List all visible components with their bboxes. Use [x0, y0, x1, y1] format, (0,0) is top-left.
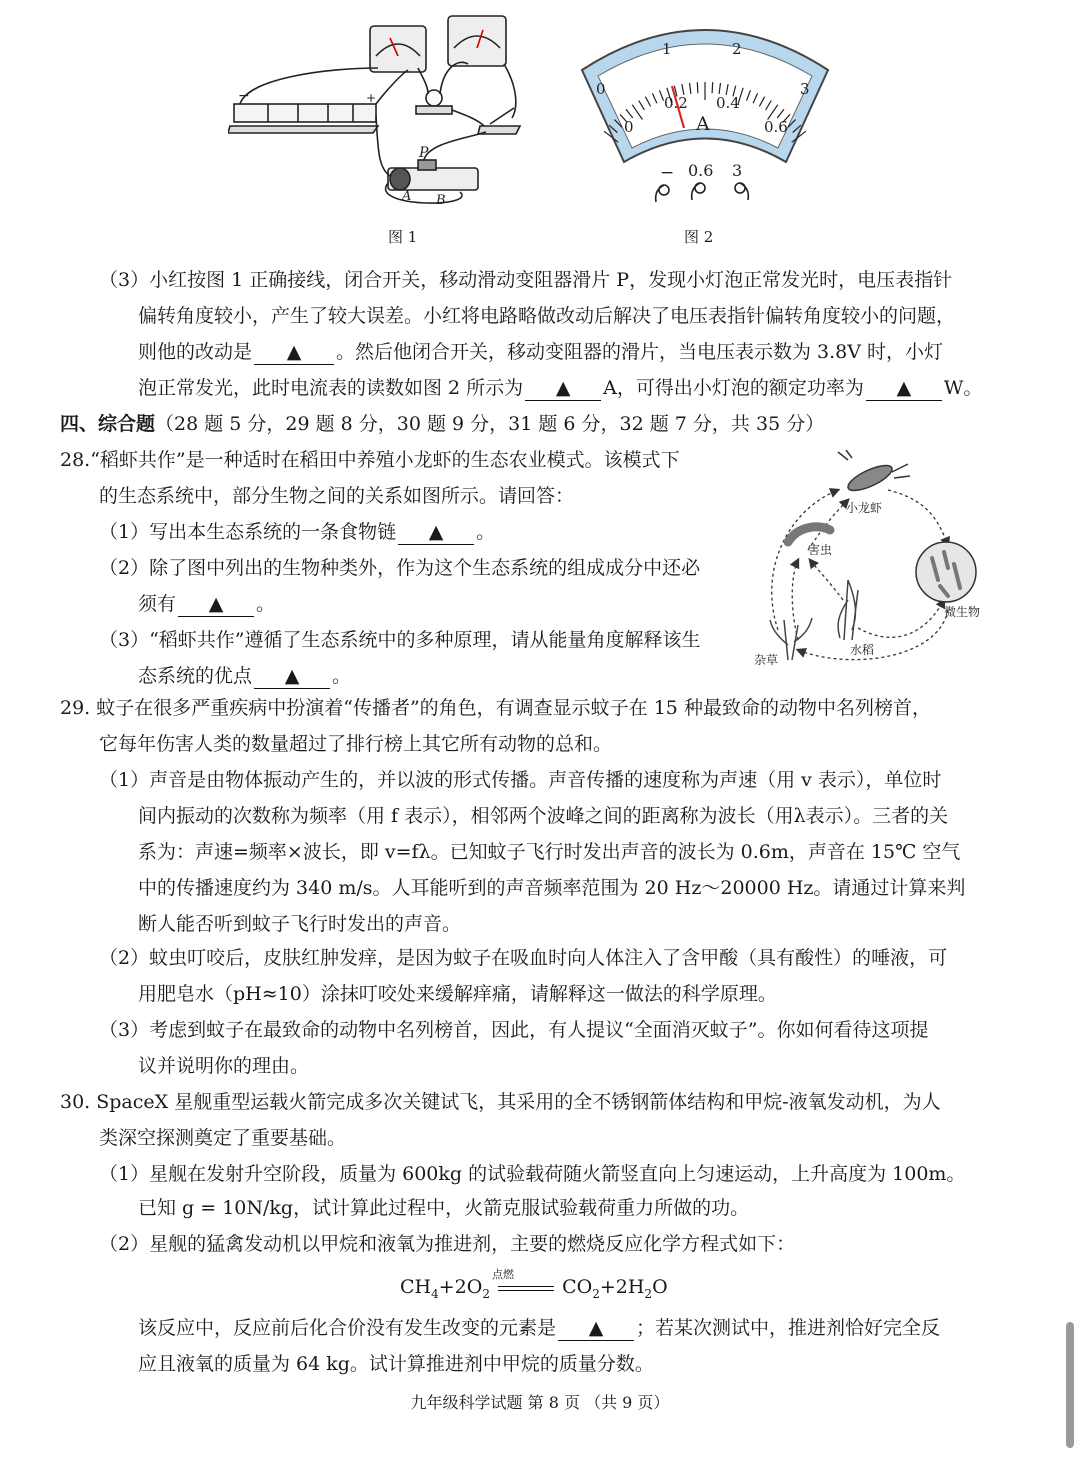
dial-tick [712, 82, 713, 93]
ammeter-dial-figure [574, 10, 836, 210]
eq-o: O [652, 1276, 668, 1298]
q28-2-end: 。 [256, 593, 276, 615]
dial-tick [697, 82, 698, 93]
figure-1-caption: 图 1 [388, 228, 418, 246]
q27-3-line4-text-c: W。 [943, 377, 983, 399]
q28-3-line1: （3）“稻虾共作”遵循了生态系统中的多种原理，请从能量角度解释该生 [99, 629, 701, 651]
q27-3-line4 [138, 376, 982, 401]
q30-2-line1: （2）星舰的猛禽发动机以甲烷和液氧为推进剂，主要的燃烧反应化学方程式如下： [99, 1233, 796, 1255]
crayfish-illustration [838, 450, 910, 495]
terminal-b-label: B [436, 193, 446, 208]
q27-3-line1: （3）小红按图 1 正确接线，闭合开关，移动滑动变阻器滑片 P，发现小灯泡正常发光时，电压表指针 [99, 269, 953, 291]
q27-3-line3-text-a: 则他的改动是 [138, 341, 253, 363]
blank-mark: ▲ [555, 377, 571, 399]
circuit-figure [228, 8, 528, 213]
answer-blank-food-chain[interactable] [398, 520, 474, 545]
page-footer: 九年级科学试题 第 8 页 （共 9 页） [410, 1393, 670, 1412]
label-weed: 杂草 [754, 653, 779, 667]
meter-unit: A [696, 113, 710, 135]
terminal-0.6: 0.6 [688, 161, 714, 180]
q29-1-line3: 系为：声速=频率×波长，即 v=fλ。已知蚊子飞行时发出声音的波长为 0.6m，声音在 15℃ 空气 [138, 841, 961, 863]
bottom-scale-0.6: 0.6 [764, 118, 788, 136]
label-crayfish: 小龙虾 [846, 501, 883, 515]
q30-1-line2: 已知 g = 10N/kg，试计算此过程中，火箭克服试验载荷重力所做的功。 [138, 1197, 750, 1219]
q28-3-line2 [138, 664, 351, 689]
figure-2-caption: 图 2 [684, 228, 714, 246]
battery-minus-label: − [238, 88, 250, 104]
answer-blank-element[interactable] [558, 1316, 634, 1341]
top-scale-1: 1 [662, 40, 672, 58]
eq-condition: 点燃 [492, 1268, 514, 1281]
q29-1-line4: 中的传播速度约为 340 m/s。人耳能听到的声音频率范围为 20 Hz～20000 Hz。请通过计算来判 [138, 877, 966, 899]
answer-blank-modification[interactable] [254, 340, 334, 365]
label-rice: 水稻 [850, 643, 875, 657]
q30-line2: 类深空探测奠定了重要基础。 [99, 1127, 347, 1149]
terminal-a-label: A [402, 189, 412, 204]
q28-1 [99, 520, 495, 545]
q30-2-text-b: ；若某次测试中，推进剂恰好完全反 [636, 1317, 941, 1339]
q28-1-text: （1）写出本生态系统的一条食物链 [99, 521, 397, 543]
terminal-minus: − [660, 163, 675, 183]
q28-3-end: 。 [332, 665, 352, 687]
eq-arrow [498, 1286, 554, 1291]
blank-mark: ▲ [286, 341, 302, 363]
combustion-equation [400, 1268, 668, 1301]
q27-3-line4-text-b: A，可得出小灯泡的额定功率为 [603, 377, 864, 399]
eq-h: +2H [599, 1276, 645, 1298]
q28-2-line1: （2）除了图中列出的生物种类外，作为这个生态系统的组成成分中还必 [99, 557, 701, 579]
bottom-scale-0.2: 0.2 [664, 94, 688, 112]
blank-mark: ▲ [284, 665, 300, 687]
bottom-scale-0: 0 [624, 118, 634, 136]
section4-title: 四、综合题 [60, 413, 156, 435]
answer-blank-components[interactable] [178, 592, 254, 617]
q28-1-end: 。 [476, 521, 496, 543]
eq-co: CO [562, 1276, 593, 1298]
q28-3-text: 态系统的优点 [138, 665, 253, 687]
answer-blank-power[interactable] [866, 376, 942, 401]
ecosystem-diagram [748, 450, 988, 676]
q29-2-line1: （2）蚊虫叮咬后，皮肤红肿发痒，是因为蚊子在吸血时向人体注入了含甲酸（具有酸性）的唾液，可 [99, 947, 948, 969]
q29-1-line2: 间内振动的次数称为频率（用 f 表示），相邻两个波峰之间的距离称为波长（用λ表示）。三者的关 [138, 805, 949, 827]
blank-mark: ▲ [896, 377, 912, 399]
slider-p-label: P [419, 145, 429, 161]
q30-line1: 30. SpaceX 星舰重型运载火箭完成多次关键试飞，其采用的全不锈钢箭体结构和甲烷-液氧发动机，为人 [60, 1091, 941, 1113]
q29-3-line1: （3）考虑到蚊子在最致命的动物中名列榜首，因此，有人提议“全面消灭蚊子”。你如何看待这项提 [99, 1019, 929, 1041]
pest-illustration [788, 527, 830, 542]
q29-1-line5: 断人能否听到蚊子飞行时发出的声音。 [138, 913, 462, 935]
label-pest: 害虫 [808, 543, 833, 557]
eq-sub: 2 [592, 1286, 600, 1301]
section4-heading [60, 412, 824, 436]
q27-3-line3 [138, 340, 943, 365]
q29-line1: 29. 蚊子在很多严重疾病中扮演着“传播者”的角色，有调查显示蚊子在 15 种最致命的动物中名列榜首， [60, 697, 931, 719]
top-scale-0: 0 [596, 80, 606, 98]
q30-2-text-a: 该反应中，反应前后化合价没有发生改变的元素是 [138, 1317, 557, 1339]
eq-sub: 2 [482, 1286, 490, 1301]
scrollbar-thumb[interactable] [1066, 1322, 1074, 1448]
answer-blank-advantage[interactable] [254, 664, 330, 689]
battery-plus-label: + [366, 91, 377, 105]
q28-line1: 28.“稻虾共作”是一种适时在稻田中养殖小龙虾的生态农业模式。该模式下 [60, 449, 680, 471]
q29-2-line2: 用肥皂水（pH≈10）涂抹叮咬处来缓解痒痛，请解释这一做法的科学原理。 [138, 983, 777, 1005]
eq-o2: +2O [438, 1276, 483, 1298]
terminal-3: 3 [732, 161, 743, 180]
q27-3-line2: 偏转角度较小，产生了较大误差。小红将电路略做改动后解决了电压表指针偏转角度较小的问题， [138, 305, 956, 327]
q29-3-line2: 议并说明你的理由。 [138, 1055, 310, 1077]
q30-2-line3: 应且液氧的质量为 64 kg。试计算推进剂中甲烷的质量分数。 [138, 1353, 654, 1375]
blank-mark: ▲ [428, 521, 444, 543]
blank-mark: ▲ [588, 1317, 604, 1339]
q29-line2: 它每年伤害人类的数量超过了排行榜上其它所有动物的总和。 [99, 733, 613, 755]
q28-2-text: 须有 [138, 593, 177, 615]
q29-1-line1: （1）声音是由物体振动产生的，并以波的形式传播。声音传播的速度称为声速（用 v 表示），单位时 [99, 769, 942, 791]
q27-3-line3-text-b: 。然后他闭合开关，移动变阻器的滑片，当电压表示数为 3.8V 时，小灯 [336, 341, 944, 363]
voltmeter-device [448, 16, 506, 66]
answer-blank-current[interactable] [525, 376, 601, 401]
bottom-scale-0.4: 0.4 [716, 94, 740, 112]
top-scale-3: 3 [800, 80, 810, 98]
label-microbe: 微生物 [944, 605, 981, 619]
eq-ch: CH [400, 1276, 432, 1298]
q28-line2: 的生态系统中，部分生物之间的关系如图所示。请回答： [99, 485, 575, 507]
top-scale-2: 2 [732, 40, 742, 58]
battery-pack [234, 104, 376, 122]
q30-1-line1: （1）星舰在发射升空阶段，质量为 600kg 的试验载荷随火箭竖直向上匀速运动，上升高度为 100m。 [99, 1163, 966, 1185]
q30-2-line2 [138, 1316, 940, 1341]
rice-illustration [838, 580, 858, 640]
q27-3-line4-text-a: 泡正常发光，此时电流表的读数如图 2 所示为 [138, 377, 524, 399]
eq-sub: 2 [644, 1286, 653, 1301]
section4-points: （28 题 5 分，29 题 8 分，30 题 9 分，31 题 6 分，32 题 7 分，共 35 分） [155, 413, 825, 435]
q28-2-line2 [138, 592, 275, 617]
blank-mark: ▲ [208, 593, 224, 615]
eq-sub: 4 [431, 1286, 439, 1301]
ammeter-device [370, 26, 426, 72]
